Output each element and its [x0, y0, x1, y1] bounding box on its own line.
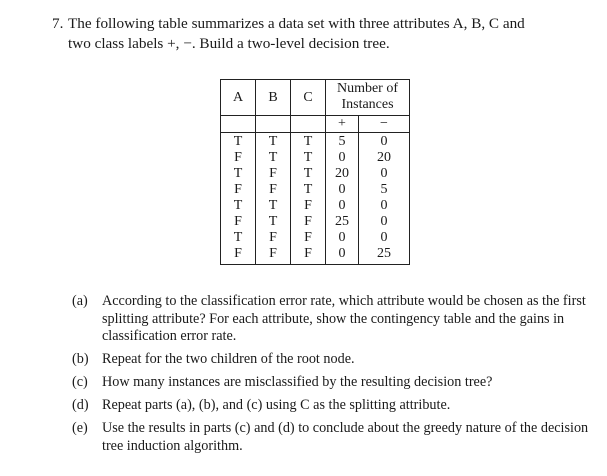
- part-text: Repeat for the two children of the root node.: [102, 351, 355, 367]
- question-parts: [72, 293, 592, 461]
- part-label: (e): [72, 420, 88, 436]
- cell-plus: 0: [326, 246, 359, 265]
- cell-b: T: [256, 134, 291, 150]
- cell-a: F: [221, 182, 256, 198]
- part-text: According to the classification error rate, which attribute would be chosen as the first splitting attribute? For each attribute, show the contingency table and the gains in classification error rate.: [102, 293, 586, 344]
- cell-plus: 5: [326, 134, 359, 150]
- cell-a: T: [221, 166, 256, 182]
- cell-minus: 0: [359, 230, 410, 246]
- header-instances: Instances: [326, 97, 410, 116]
- header-c: C: [291, 80, 326, 116]
- cell-c: T: [291, 166, 326, 182]
- header-blank-b: [256, 116, 291, 133]
- header-b: B: [256, 80, 291, 116]
- cell-b: F: [256, 246, 291, 265]
- question-part: [72, 420, 592, 455]
- part-label: (d): [72, 397, 89, 413]
- cell-a: T: [221, 198, 256, 214]
- question-part: [72, 374, 592, 392]
- part-text: How many instances are misclassified by the resulting decision tree?: [102, 374, 493, 390]
- data-table-container: [220, 79, 410, 265]
- question-part: [72, 397, 592, 415]
- data-table-body: [221, 80, 410, 265]
- cell-minus: 0: [359, 198, 410, 214]
- table-row: [221, 246, 410, 265]
- problem-number: 7.: [52, 15, 64, 32]
- cell-b: F: [256, 182, 291, 198]
- problem-intro-line-1: The following table summarizes a data set with three attributes A, B, C and: [68, 15, 525, 32]
- cell-plus: 0: [326, 150, 359, 166]
- header-blank-a: [221, 116, 256, 133]
- part-text: Repeat parts (a), (b), and (c) using C as the splitting attribute.: [102, 397, 451, 413]
- cell-plus: 25: [326, 214, 359, 230]
- cell-minus: 0: [359, 166, 410, 182]
- cell-b: F: [256, 166, 291, 182]
- cell-a: F: [221, 150, 256, 166]
- cell-b: T: [256, 198, 291, 214]
- header-row-1: [221, 80, 410, 98]
- cell-minus: 20: [359, 150, 410, 166]
- header-number-of: Number of: [326, 80, 410, 98]
- header-a: A: [221, 80, 256, 116]
- cell-plus: 0: [326, 230, 359, 246]
- cell-minus: 0: [359, 134, 410, 150]
- header-minus: −: [359, 116, 410, 133]
- cell-plus: 20: [326, 166, 359, 182]
- cell-c: T: [291, 182, 326, 198]
- cell-a: T: [221, 230, 256, 246]
- cell-plus: 0: [326, 198, 359, 214]
- table-row: [221, 134, 410, 150]
- cell-b: T: [256, 150, 291, 166]
- cell-a: F: [221, 214, 256, 230]
- cell-minus: 25: [359, 246, 410, 265]
- table-row: [221, 150, 410, 166]
- data-table: [220, 79, 410, 265]
- part-label: (c): [72, 374, 88, 390]
- table-row: [221, 198, 410, 214]
- cell-c: F: [291, 230, 326, 246]
- cell-a: T: [221, 134, 256, 150]
- cell-plus: 0: [326, 182, 359, 198]
- cell-c: F: [291, 246, 326, 265]
- cell-c: T: [291, 150, 326, 166]
- table-row: [221, 214, 410, 230]
- cell-c: F: [291, 198, 326, 214]
- cell-a: F: [221, 246, 256, 265]
- header-blank-c: [291, 116, 326, 133]
- table-row: [221, 182, 410, 198]
- problem-line-1: [52, 14, 592, 34]
- problem-statement: [52, 14, 592, 54]
- table-row: [221, 230, 410, 246]
- question-part: [72, 293, 592, 346]
- problem-intro-line-2: two class labels +, −. Build a two-level decision tree.: [68, 35, 390, 52]
- cell-b: T: [256, 214, 291, 230]
- cell-minus: 0: [359, 214, 410, 230]
- cell-c: F: [291, 214, 326, 230]
- part-label: (b): [72, 351, 89, 367]
- cell-minus: 5: [359, 182, 410, 198]
- part-label: (a): [72, 293, 88, 309]
- cell-c: T: [291, 134, 326, 150]
- table-row: [221, 166, 410, 182]
- part-text: Use the results in parts (c) and (d) to conclude about the greedy nature of the decision tree induction algorithm.: [102, 420, 589, 454]
- header-row-3: [221, 116, 410, 133]
- question-part: [72, 351, 592, 369]
- header-plus: +: [326, 116, 359, 133]
- cell-b: F: [256, 230, 291, 246]
